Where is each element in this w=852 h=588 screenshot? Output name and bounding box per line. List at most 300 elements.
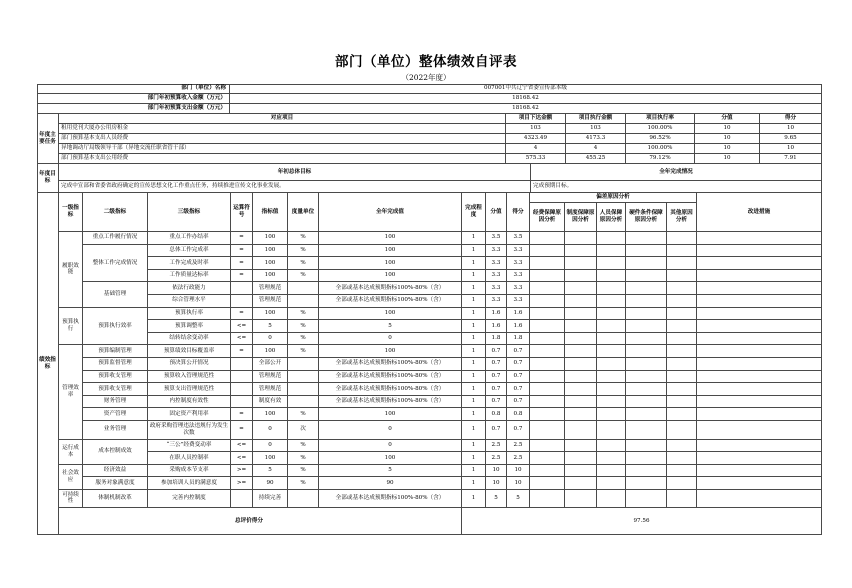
indicator-op-cell: >= [231, 465, 253, 478]
analysis-cell [530, 232, 565, 245]
measures-cell [697, 308, 822, 321]
indicator-level3-cell: 预算收入管理规范性 [148, 371, 231, 384]
indicator-degree-cell: 1 [462, 295, 486, 308]
indicator-op-cell [231, 358, 253, 371]
indicator-target-cell: 100 [253, 345, 288, 358]
indicator-op-cell: = [231, 345, 253, 358]
analysis-cell [565, 421, 597, 440]
indicator-score-cell: 1.8 [486, 333, 507, 346]
indicator-target-cell: 管理规范 [253, 282, 288, 295]
goals-completion-text: 完成预期目标。 [531, 181, 822, 193]
budget-income-value: 18168.42 [230, 94, 822, 104]
tasks-header-cell: 项目执行金额 [566, 114, 626, 124]
task-row-cell: 575.33 [506, 154, 566, 164]
indicator-got-cell: 0.7 [507, 358, 530, 371]
task-row-cell: 部门预算基本支出公用经费 [59, 154, 506, 164]
page-subtitle: （2022年度） [401, 73, 451, 82]
analysis-cell [597, 320, 626, 333]
indicator-op-cell: = [231, 245, 253, 258]
indicator-unit-cell: 次 [288, 421, 319, 440]
budget-expense-value: 18168.42 [230, 104, 822, 114]
indicator-score-cell: 0.7 [486, 396, 507, 409]
indicator-got-cell: 0.7 [507, 345, 530, 358]
indicator-op-cell: = [231, 408, 253, 421]
analysis-cell [597, 270, 626, 283]
header-deviation-analysis: 偏差原因分析 [530, 193, 697, 203]
task-row-cell: 4173.3 [566, 134, 626, 144]
analysis-cell [597, 245, 626, 258]
analysis-cell [530, 270, 565, 283]
analysis-cell [565, 308, 597, 321]
analysis-cell [626, 245, 667, 258]
indicator-score-cell: 0.7 [486, 421, 507, 440]
task-row-cell: 10 [695, 134, 760, 144]
task-row-cell: 4 [506, 144, 566, 154]
indicator-unit-cell: % [288, 245, 319, 258]
task-row-cell: 103 [506, 124, 566, 134]
indicator-score-cell: 0.7 [486, 383, 507, 396]
level2-cell: 预算编制管理 [83, 345, 148, 358]
indicator-actual-cell: 100 [319, 232, 462, 245]
level2-cell: 业务管理 [83, 421, 148, 440]
indicator-score-cell: 0.7 [486, 345, 507, 358]
task-row-cell: 租用党刊大厦办公用房租金 [59, 124, 506, 134]
goals-side-label: 年度目标 [37, 164, 59, 193]
measures-cell [697, 452, 822, 465]
measures-cell [697, 333, 822, 346]
indicator-actual-cell: 0 [319, 421, 462, 440]
indicator-actual-cell: 5 [319, 320, 462, 333]
indicator-unit-cell: % [288, 408, 319, 421]
analysis-cell [565, 257, 597, 270]
indicator-actual-cell: 全部或基本达成预期指标100%-80%（含） [319, 383, 462, 396]
analysis-cell [597, 465, 626, 478]
indicator-op-cell [231, 371, 253, 384]
analysis-cell [597, 333, 626, 346]
analysis-cell [565, 452, 597, 465]
level1-group: 履职效能 [59, 232, 83, 308]
analysis-cell [626, 345, 667, 358]
analysis-cell [530, 320, 565, 333]
measures-cell [697, 245, 822, 258]
indicator-target-cell: 100 [253, 452, 288, 465]
indicator-degree-cell: 1 [462, 245, 486, 258]
budget-income-label: 部门年初预算收入金额（万元） [37, 94, 230, 104]
indicator-got-cell: 0.7 [507, 383, 530, 396]
analysis-cell [565, 270, 597, 283]
analysis-cell [626, 408, 667, 421]
goals-overall-label: 年初总体目标 [59, 164, 531, 181]
analysis-cell [530, 358, 565, 371]
level2-cell: 预算收支管理 [83, 371, 148, 384]
indicator-level3-cell: 内控制度有效性 [148, 396, 231, 409]
indicator-target-cell: 0 [253, 440, 288, 453]
analysis-cell [565, 396, 597, 409]
analysis-cell [626, 396, 667, 409]
indicator-unit-cell: % [288, 440, 319, 453]
indicator-score-cell: 10 [486, 465, 507, 478]
analysis-cell [565, 371, 597, 384]
analysis-cell [667, 440, 697, 453]
indicator-actual-cell: 全部或基本达成预期指标100%-80%（含） [319, 371, 462, 384]
tasks-header-cell: 分值 [695, 114, 760, 124]
header-a4: 硬件条件保障原因分析 [626, 203, 667, 232]
indicator-degree-cell: 1 [462, 333, 486, 346]
indicator-level3-cell: 预算绩效目标覆盖率 [148, 345, 231, 358]
task-row-cell: 10 [760, 124, 822, 134]
header-score: 分值 [486, 193, 507, 232]
analysis-cell [565, 245, 597, 258]
indicator-score-cell: 1.6 [486, 320, 507, 333]
analysis-cell [626, 465, 667, 478]
analysis-cell [530, 383, 565, 396]
indicator-score-cell: 5 [486, 490, 507, 508]
indicator-target-cell: 100 [253, 232, 288, 245]
indicator-got-cell: 10 [507, 465, 530, 478]
indicator-level3-cell: 预决算公开情况 [148, 358, 231, 371]
analysis-cell [530, 371, 565, 384]
task-row-cell: 部门预算基本支出人员经费 [59, 134, 506, 144]
analysis-cell [667, 257, 697, 270]
analysis-cell [565, 383, 597, 396]
analysis-cell [597, 477, 626, 490]
indicator-actual-cell: 100 [319, 245, 462, 258]
analysis-cell [597, 257, 626, 270]
analysis-cell [626, 282, 667, 295]
indicator-got-cell: 2.5 [507, 452, 530, 465]
indicator-op-cell [231, 383, 253, 396]
indicator-got-cell: 0.7 [507, 396, 530, 409]
header-level3: 三级指标 [148, 193, 231, 232]
indicator-unit-cell: % [288, 320, 319, 333]
level1-group: 预算执行 [59, 308, 83, 346]
analysis-cell [530, 421, 565, 440]
task-row-cell: 96.52% [626, 134, 695, 144]
total-value: 97.56 [462, 508, 822, 535]
analysis-cell [626, 452, 667, 465]
tasks-header-cell: 得分 [760, 114, 822, 124]
task-row-cell: 异地调动厅局级领导干部（异地交流任职省管干部） [59, 144, 506, 154]
analysis-cell [626, 358, 667, 371]
indicator-target-cell: 90 [253, 477, 288, 490]
analysis-cell [667, 358, 697, 371]
indicator-actual-cell: 0 [319, 440, 462, 453]
level2-cell: 预算监督管理 [83, 358, 148, 371]
indicator-degree-cell: 1 [462, 440, 486, 453]
analysis-cell [565, 295, 597, 308]
indicator-degree-cell: 1 [462, 383, 486, 396]
budget-expense-label: 部门年初预算支出金额（万元） [37, 104, 230, 114]
indicator-unit-cell: % [288, 257, 319, 270]
analysis-cell [626, 333, 667, 346]
task-row-cell: 455.25 [566, 154, 626, 164]
analysis-cell [667, 465, 697, 478]
task-row-cell: 100.00% [626, 144, 695, 154]
indicator-target-cell: 制度有效 [253, 396, 288, 409]
analysis-cell [667, 490, 697, 508]
level2-cell: 预算收支管理 [83, 383, 148, 396]
analysis-cell [597, 452, 626, 465]
indicator-op-cell: = [231, 270, 253, 283]
analysis-cell [565, 408, 597, 421]
indicator-unit-cell: % [288, 308, 319, 321]
header-actual: 全年完成值 [319, 193, 462, 232]
level2-cell: 服务对象满意度 [83, 477, 148, 490]
indicator-op-cell: = [231, 421, 253, 440]
analysis-cell [597, 440, 626, 453]
indicator-op-cell: <= [231, 333, 253, 346]
indicator-level3-cell: 综合管理水平 [148, 295, 231, 308]
header-got: 得分 [507, 193, 530, 232]
indicator-got-cell: 0.7 [507, 421, 530, 440]
task-row-cell: 10 [760, 144, 822, 154]
analysis-cell [565, 490, 597, 508]
analysis-cell [597, 421, 626, 440]
analysis-cell [597, 345, 626, 358]
indicator-degree-cell: 1 [462, 371, 486, 384]
goals-completion-label: 全年完成情况 [531, 164, 822, 181]
level1-group: 可持续性 [59, 490, 83, 508]
task-row-cell: 9.65 [760, 134, 822, 144]
header-operator: 运算符号 [231, 193, 253, 232]
level2-cell: 基础管理 [83, 282, 148, 307]
level1-group: 管理效率 [59, 345, 83, 439]
indicator-actual-cell: 全部或基本达成预期指标100%-80%（含） [319, 358, 462, 371]
indicator-actual-cell: 90 [319, 477, 462, 490]
indicators-side-label: 绩效指标 [37, 193, 59, 535]
task-row-cell: 100.00% [626, 124, 695, 134]
measures-cell [697, 440, 822, 453]
indicator-op-cell [231, 490, 253, 508]
measures-cell [697, 257, 822, 270]
indicator-level3-cell: 预算调整率 [148, 320, 231, 333]
task-row-cell: 10 [695, 144, 760, 154]
measures-cell [697, 408, 822, 421]
indicator-unit-cell [288, 383, 319, 396]
indicator-score-cell: 0.7 [486, 358, 507, 371]
level2-cell: 预算执行效率 [83, 308, 148, 346]
indicator-unit-cell [288, 371, 319, 384]
indicator-got-cell: 3.3 [507, 245, 530, 258]
indicator-actual-cell: 100 [319, 270, 462, 283]
indicator-score-cell: 3.3 [486, 270, 507, 283]
task-row-cell: 10 [695, 154, 760, 164]
analysis-cell [565, 440, 597, 453]
measures-cell [697, 295, 822, 308]
indicator-op-cell: >= [231, 477, 253, 490]
indicator-target-cell: 100 [253, 245, 288, 258]
indicator-score-cell: 1.6 [486, 308, 507, 321]
indicator-unit-cell [288, 282, 319, 295]
indicator-target-cell: 0 [253, 333, 288, 346]
indicator-target-cell: 管理规范 [253, 295, 288, 308]
indicator-got-cell: 1.6 [507, 308, 530, 321]
analysis-cell [530, 408, 565, 421]
indicator-degree-cell: 1 [462, 282, 486, 295]
indicator-degree-cell: 1 [462, 408, 486, 421]
analysis-cell [667, 320, 697, 333]
indicator-unit-cell: % [288, 452, 319, 465]
analysis-cell [667, 270, 697, 283]
indicator-op-cell [231, 282, 253, 295]
analysis-cell [565, 358, 597, 371]
indicator-degree-cell: 1 [462, 421, 486, 440]
indicator-score-cell: 3.3 [486, 245, 507, 258]
indicator-actual-cell: 全部或基本达成预期指标100%-80%（含） [319, 282, 462, 295]
analysis-cell [597, 358, 626, 371]
analysis-cell [530, 396, 565, 409]
indicator-degree-cell: 1 [462, 320, 486, 333]
analysis-cell [667, 452, 697, 465]
indicator-unit-cell [288, 295, 319, 308]
analysis-cell [626, 308, 667, 321]
indicator-actual-cell: 全部或基本达成预期指标100%-80%（含） [319, 295, 462, 308]
header-unit: 度量单位 [288, 193, 319, 232]
task-row-cell: 103 [566, 124, 626, 134]
analysis-cell [530, 440, 565, 453]
analysis-cell [626, 440, 667, 453]
header-a1: 经费保障原因分析 [530, 203, 565, 232]
analysis-cell [626, 371, 667, 384]
analysis-cell [597, 308, 626, 321]
analysis-cell [667, 282, 697, 295]
analysis-cell [667, 371, 697, 384]
level2-cell: 资产管理 [83, 408, 148, 421]
analysis-cell [626, 477, 667, 490]
indicator-op-cell: = [231, 257, 253, 270]
indicator-degree-cell: 1 [462, 465, 486, 478]
tasks-header-cell: 项目下达金额 [506, 114, 566, 124]
indicator-op-cell: <= [231, 320, 253, 333]
analysis-cell [626, 295, 667, 308]
indicator-score-cell: 3.3 [486, 295, 507, 308]
analysis-cell [667, 477, 697, 490]
level1-group: 运行成本 [59, 440, 83, 465]
indicator-level3-cell: 依法行政能力 [148, 282, 231, 295]
indicator-target-cell: 100 [253, 257, 288, 270]
level2-cell: 体制机制改革 [83, 490, 148, 508]
indicator-degree-cell: 1 [462, 257, 486, 270]
indicator-got-cell: 3.3 [507, 282, 530, 295]
indicator-degree-cell: 1 [462, 358, 486, 371]
indicator-op-cell: <= [231, 440, 253, 453]
indicator-actual-cell: 全部或基本达成预期指标100%-80%（含） [319, 490, 462, 508]
indicator-unit-cell [288, 490, 319, 508]
indicator-unit-cell: % [288, 333, 319, 346]
indicator-actual-cell: 100 [319, 257, 462, 270]
indicator-score-cell: 3.3 [486, 257, 507, 270]
dept-name-label: 部门（单位）名称 [37, 84, 230, 94]
indicator-got-cell: 10 [507, 477, 530, 490]
indicator-unit-cell: % [288, 270, 319, 283]
analysis-cell [565, 333, 597, 346]
indicator-op-cell [231, 295, 253, 308]
indicator-level3-cell: “三公”经费变动率 [148, 440, 231, 453]
indicator-actual-cell: 0 [319, 333, 462, 346]
dept-name-value: 007001中共辽宁省委宣传部本级 [230, 84, 822, 94]
measures-cell [697, 358, 822, 371]
indicator-level3-cell: 在职人员控制率 [148, 452, 231, 465]
tasks-header-cell: 项目执行率 [626, 114, 695, 124]
indicator-degree-cell: 1 [462, 308, 486, 321]
indicator-level3-cell: 重点工作办结率 [148, 232, 231, 245]
level2-cell: 财务管理 [83, 396, 148, 409]
indicator-unit-cell: % [288, 477, 319, 490]
header-measures: 改进措施 [697, 193, 822, 232]
analysis-cell [626, 232, 667, 245]
indicator-score-cell: 3.5 [486, 232, 507, 245]
analysis-cell [597, 282, 626, 295]
header-a5: 其他原因分析 [667, 203, 697, 232]
indicator-actual-cell: 100 [319, 308, 462, 321]
indicator-level3-cell: 预算执行率 [148, 308, 231, 321]
indicator-degree-cell: 1 [462, 477, 486, 490]
total-label: 总评价得分 [37, 508, 462, 535]
indicator-got-cell: 3.3 [507, 295, 530, 308]
indicator-level3-cell: 政府采购管理违法违规行为发生次数 [148, 421, 231, 440]
indicator-actual-cell: 全部或基本达成预期指标100%-80%（含） [319, 396, 462, 409]
indicator-score-cell: 2.5 [486, 440, 507, 453]
indicator-actual-cell: 100 [319, 408, 462, 421]
indicator-level3-cell: 工作完成及时率 [148, 257, 231, 270]
indicator-op-cell [231, 396, 253, 409]
analysis-cell [667, 295, 697, 308]
indicator-target-cell: 全部公开 [253, 358, 288, 371]
indicator-actual-cell: 100 [319, 345, 462, 358]
task-row-cell: 4323.49 [506, 134, 566, 144]
analysis-cell [667, 232, 697, 245]
analysis-cell [626, 490, 667, 508]
tasks-header-cell: 对应项目 [59, 114, 506, 124]
measures-cell [697, 345, 822, 358]
analysis-cell [530, 345, 565, 358]
indicator-degree-cell: 1 [462, 232, 486, 245]
measures-cell [697, 232, 822, 245]
header-degree: 完成程度 [462, 193, 486, 232]
analysis-cell [565, 465, 597, 478]
indicator-got-cell: 0.8 [507, 408, 530, 421]
indicator-unit-cell: % [288, 465, 319, 478]
indicator-target-cell: 管理规范 [253, 383, 288, 396]
analysis-cell [530, 333, 565, 346]
tasks-side-label: 年度主要任务 [37, 114, 59, 164]
measures-cell [697, 383, 822, 396]
analysis-cell [530, 282, 565, 295]
indicator-target-cell: 5 [253, 465, 288, 478]
level2-cell: 经济效益 [83, 465, 148, 478]
analysis-cell [667, 245, 697, 258]
analysis-cell [667, 333, 697, 346]
indicator-score-cell: 2.5 [486, 452, 507, 465]
header-level1: 一级指标 [59, 193, 83, 232]
level2-cell: 整体工作完成情况 [83, 245, 148, 283]
analysis-cell [530, 245, 565, 258]
analysis-cell [530, 257, 565, 270]
indicator-target-cell: 持续完善 [253, 490, 288, 508]
measures-cell [697, 396, 822, 409]
analysis-cell [530, 452, 565, 465]
header-a3: 人员保障原因分析 [597, 203, 626, 232]
analysis-cell [597, 371, 626, 384]
indicator-level3-cell: 参加培训人员的满意度 [148, 477, 231, 490]
indicator-got-cell: 2.5 [507, 440, 530, 453]
analysis-cell [565, 477, 597, 490]
analysis-cell [565, 345, 597, 358]
indicator-target-cell: 100 [253, 408, 288, 421]
analysis-cell [565, 232, 597, 245]
analysis-cell [597, 408, 626, 421]
indicator-level3-cell: 采购成本节支率 [148, 465, 231, 478]
